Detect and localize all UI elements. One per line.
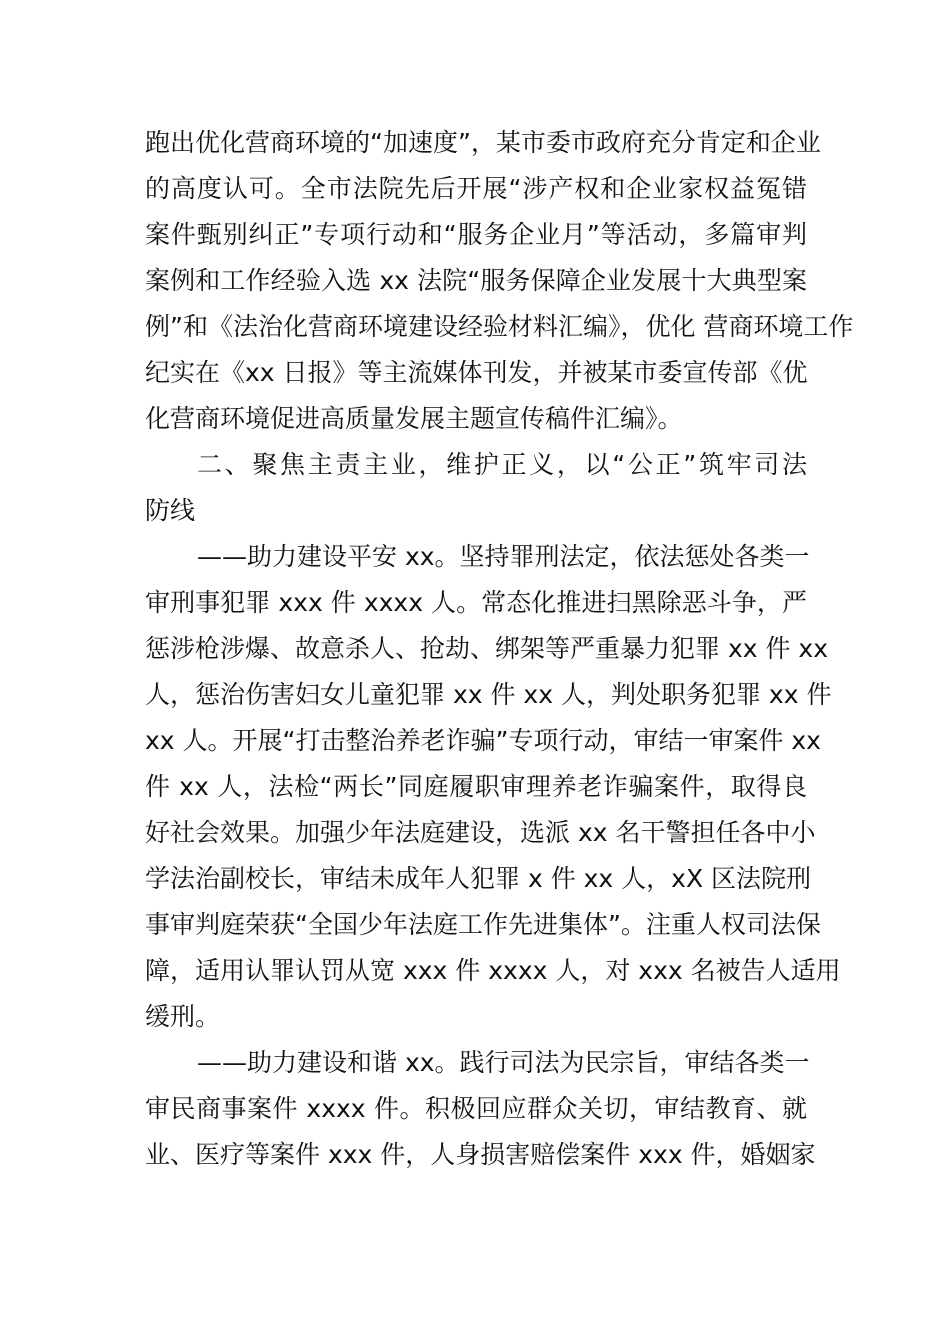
document-page	[145, 120, 854, 1178]
text-line: 审刑事犯罪 xxx 件 xxxx 人。常态化推进扫黑除恶斗争，严	[145, 588, 807, 617]
text-line: 案例和工作经验入选 xx 法院“服务保障企业发展十大典型案	[145, 266, 807, 295]
text-line: 学法治副校长，审结未成年人犯罪 x 件 xx 人，xX 区法院刑	[145, 864, 812, 893]
paragraph	[145, 534, 841, 1040]
text-line: 障，适用认罪认罚从宽 xxx 件 xxxx 人，对 xxx 名被告人适用	[145, 956, 841, 985]
text-line: 好社会效果。加强少年法庭建设，选派 xx 名干警担任各中小	[145, 818, 816, 847]
section-heading	[145, 442, 807, 534]
text-line: 例”和《法治化营商环境建设经验材料汇编》，优化 营商环境工作	[145, 312, 854, 341]
text-line: 二、聚焦主责主业，维护正义，以“公正”筑牢司法	[197, 450, 807, 479]
text-line: 防线	[145, 496, 196, 525]
text-line: 跑出优化营商环境的“加速度”，某市委市政府充分肯定和企业	[145, 128, 821, 157]
text-line: 案件甄别纠正”专项行动和“服务企业月”等活动，多篇审判	[145, 220, 807, 249]
text-line: ——助力建设平安 xx。坚持罪刑法定，依法惩处各类一	[197, 542, 810, 571]
text-line: 件 xx 人，法检“两长”同庭履职审理养老诈骗案件，取得良	[145, 772, 807, 801]
text-line: 化营商环境促进高质量发展主题宣传稿件汇编》。	[145, 404, 683, 433]
text-line: 的高度认可。全市法院先后开展“涉产权和企业家权益冤错	[145, 174, 807, 203]
text-line: 惩涉枪涉爆、故意杀人、抢劫、绑架等严重暴力犯罪 xx 件 xx	[145, 634, 829, 663]
paragraph	[145, 120, 854, 442]
text-line: 审民商事案件 xxxx 件。积极回应群众关切，审结教育、就	[145, 1094, 807, 1123]
text-line: 人，惩治伤害妇女儿童犯罪 xx 件 xx 人，判处职务犯罪 xx 件	[145, 680, 832, 709]
text-line: 缓刑。	[145, 1002, 221, 1031]
text-line: ——助力建设和谐 xx。践行司法为民宗旨，审结各类一	[197, 1048, 810, 1077]
text-line: xx 人。开展“打击整治养老诈骗”专项行动，审结一审案件 xx	[145, 726, 821, 755]
paragraph	[145, 1040, 816, 1178]
text-line: 业、医疗等案件 xxx 件，人身损害赔偿案件 xxx 件，婚姻家	[145, 1140, 816, 1169]
text-line: 纪实在《xx 日报》等主流媒体刊发，并被某市委宣传部《优	[145, 358, 808, 387]
text-line: 事审判庭荣获“全国少年法庭工作先进集体”。注重人权司法保	[145, 910, 821, 939]
